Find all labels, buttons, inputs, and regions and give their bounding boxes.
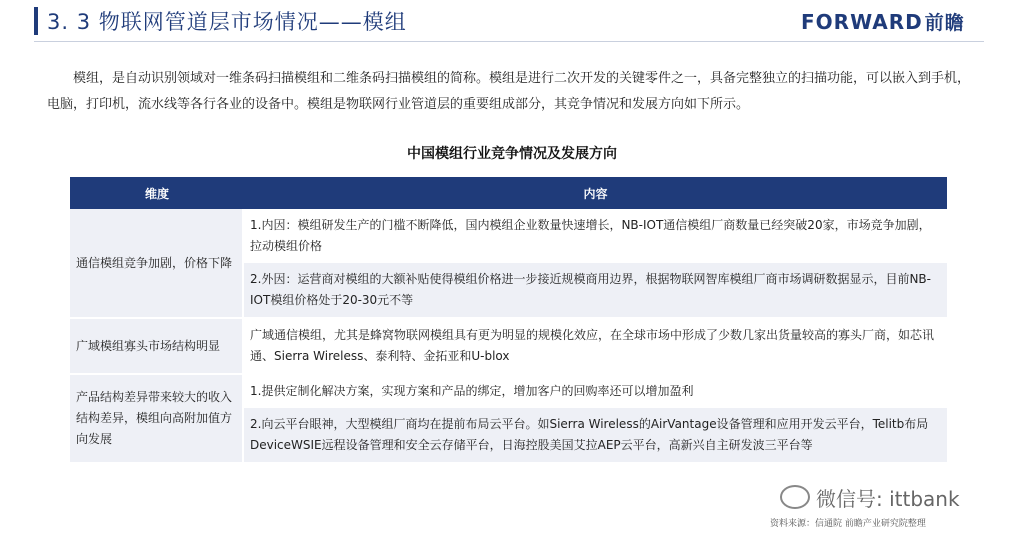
row-dimension: 广域模组寡头市场结构明显 [70, 317, 244, 373]
row-content: 2.外因：运营商对模组的大额补贴使得模组价格进一步接近规模商用边界，根据物联网智库模组厂商市场调研数据显示，目前NB-IOT模组价格处于20-30元不等 [244, 263, 947, 317]
logo-en: FORWARD [801, 10, 923, 34]
logo-cn: 前瞻 [924, 12, 965, 34]
watermark-text: 微信号: ittbank [816, 487, 960, 511]
row-content: 2.向云平台眼神，大型模组厂商均在提前布局云平台。如Sierra Wireless的AirVantage设备管理和应用开发云平台，Telitb布局DeviceWSIE远程设备管理和安全云存储平台，日海控股美国艾拉AEP云平台，高新兴自主研发波三平台等 [244, 408, 947, 462]
row-content: 1.内因：模组研发生产的门槛不断降低，国内模组企业数量快速增长，NB-IOT通信模组厂商数量已经突破20家，市场竞争加剧，拉动模组价格 [244, 209, 947, 263]
slide-header [0, 0, 1024, 44]
table-title: 中国模组行业竞争情况及发展方向 [407, 146, 617, 162]
competition-table [70, 177, 947, 462]
wechat-watermark [780, 483, 960, 512]
header-content: 内容 [244, 177, 947, 209]
page-title: 3. 3 物联网管道层市场情况——模组 [47, 10, 407, 34]
table-row [70, 373, 947, 408]
source-note: 资料来源：信通院 前瞻产业研究院整理 [770, 519, 926, 529]
table-row [70, 317, 947, 373]
row-content: 广域通信模组，尤其是蜂窝物联网模组具有更为明显的规模化效应，在全球市场中形成了少数几家出货量较高的寡头厂商，如芯讯通、Sierra Wireless、泰利特、金拓亚和U-blox [244, 317, 947, 373]
wechat-icon [780, 485, 810, 509]
row-content: 1.提供定制化解决方案，实现方案和产品的绑定，增加客户的回购率还可以增加盈利 [244, 373, 947, 408]
table-row [70, 209, 947, 263]
header-divider [34, 41, 984, 42]
title-accent-bar [34, 7, 38, 35]
forward-logo [801, 8, 965, 35]
intro-paragraph: 模组，是自动识别领域对一维条码扫描模组和二维条码扫描模组的简称。模组是进行二次开发的关键零件之一，具备完整独立的扫描功能，可以嵌入到手机，电脑，打印机，流水线等各行各业的设备中。模组是物联网行业管道层的重要组成部分，其竞争情况和发展方向如下所示。 [47, 71, 971, 112]
header-dimension: 维度 [70, 177, 244, 209]
row-dimension: 通信模组竞争加剧，价格下降 [70, 209, 244, 317]
row-dimension: 产品结构差异带来较大的收入结构差异，模组向高附加值方向发展 [70, 373, 244, 462]
table-header-row [70, 177, 947, 209]
